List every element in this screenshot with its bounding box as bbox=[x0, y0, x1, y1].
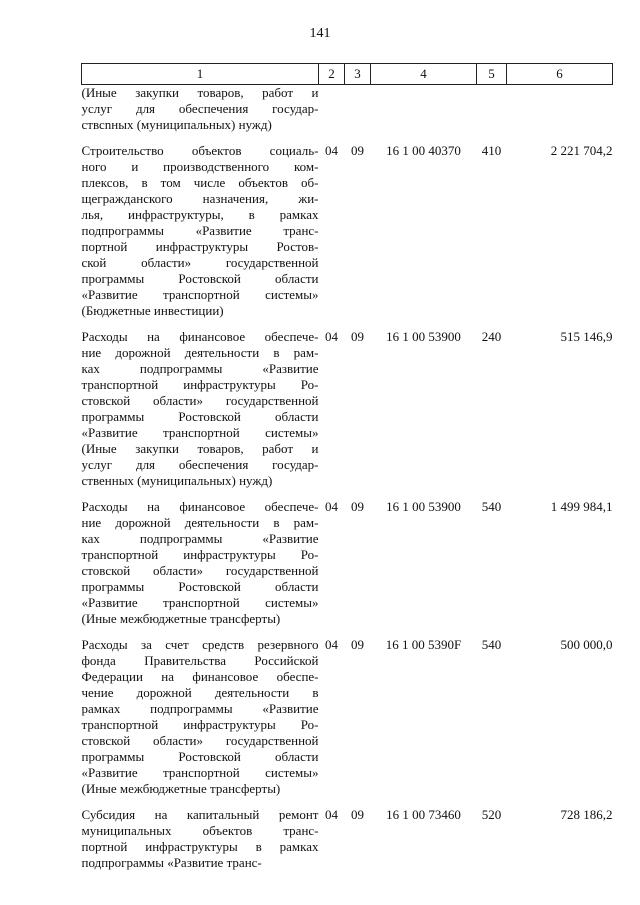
description-line: транспортной инфраструктуры Ро- bbox=[81, 377, 319, 392]
expense-type-code bbox=[477, 85, 507, 134]
description-line: программы Ростовской области bbox=[81, 749, 319, 764]
target-article-code: 16 1 00 53900 bbox=[386, 329, 461, 344]
row-spacer bbox=[82, 627, 613, 637]
row-description bbox=[82, 85, 319, 134]
description-line: услуг для обеспечения государ- bbox=[81, 457, 319, 472]
budget-table bbox=[81, 63, 613, 871]
description-line: портной инфраструктуры Ростов- bbox=[81, 239, 319, 254]
subsection-code: 09 bbox=[351, 499, 364, 514]
description-line: рамках подпрограммы «Развитие bbox=[81, 701, 319, 716]
table-body bbox=[82, 85, 613, 872]
description-line: программы Ростовской области bbox=[81, 271, 319, 286]
row-spacer bbox=[82, 319, 613, 329]
amount-value: 515 146,9 bbox=[560, 329, 613, 344]
section-code bbox=[319, 85, 345, 134]
description-line: щегражданского назначения, жи- bbox=[81, 191, 319, 206]
target-article-code: 16 1 00 53900 bbox=[386, 499, 461, 514]
expense-type-code: 240 bbox=[481, 329, 502, 344]
amount-value bbox=[507, 85, 613, 134]
description-line: подпрограммы «Развитие транс- bbox=[81, 855, 262, 870]
description-line: транспортной инфраструктуры Ро- bbox=[81, 547, 319, 562]
description-line: программы Ростовской области bbox=[81, 409, 319, 424]
description-line: Расходы за счет средств резервного bbox=[81, 637, 319, 652]
description-line: лья, инфраструктуры, в рамках bbox=[81, 207, 319, 222]
description-line: муниципальных объектов транс- bbox=[81, 823, 319, 838]
description-line: ках подпрограммы «Развитие bbox=[81, 531, 319, 546]
expense-type-code: 540 bbox=[481, 499, 502, 514]
amount-value: 728 186,2 bbox=[560, 807, 613, 822]
description-line: ние дорожной деятельности в рам- bbox=[81, 345, 319, 360]
description-line: подпрограммы «Развитие транс- bbox=[81, 223, 319, 238]
description-line: (Иные закупки товаров, работ и bbox=[81, 85, 319, 100]
section-code: 04 bbox=[325, 807, 338, 822]
table-row bbox=[82, 807, 613, 871]
header-col-3: 3 bbox=[345, 64, 371, 85]
table-header-row bbox=[82, 64, 613, 85]
description-line: Субсидия на капитальный ремонт bbox=[81, 807, 319, 822]
description-line: плексов, в том числе объектов об- bbox=[81, 175, 319, 190]
description-line: Расходы на финансовое обеспече- bbox=[81, 329, 319, 344]
header-col-6: 6 bbox=[507, 64, 613, 85]
section-code: 04 bbox=[325, 637, 338, 652]
subsection-code: 09 bbox=[351, 807, 364, 822]
description-line: «Развитие транспортной системы» bbox=[81, 595, 319, 610]
description-line: портной инфраструктуры в рамках bbox=[81, 839, 319, 854]
table-row bbox=[82, 85, 613, 134]
row-description bbox=[82, 499, 319, 627]
subsection-code bbox=[345, 85, 371, 134]
section-code: 04 bbox=[325, 499, 338, 514]
description-line: ного и производственного ком- bbox=[81, 159, 319, 174]
section-code: 04 bbox=[325, 329, 338, 344]
description-line: ние дорожной деятельности в рам- bbox=[81, 515, 319, 530]
description-line: программы Ростовской области bbox=[81, 579, 319, 594]
row-description bbox=[82, 807, 319, 871]
section-code: 04 bbox=[325, 143, 338, 158]
description-line: услуг для обеспечения государ- bbox=[81, 101, 319, 116]
header-col-5: 5 bbox=[477, 64, 507, 85]
description-line: транспортной инфраструктуры Ро- bbox=[81, 717, 319, 732]
description-line: стовской области» государственной bbox=[81, 563, 319, 578]
table-row bbox=[82, 329, 613, 489]
row-description bbox=[82, 329, 319, 489]
expense-type-code: 520 bbox=[481, 807, 502, 822]
table-row bbox=[82, 637, 613, 797]
row-spacer bbox=[82, 797, 613, 807]
description-line: фонда Правительства Российской bbox=[81, 653, 319, 668]
row-description bbox=[82, 143, 319, 319]
amount-value: 2 221 704,2 bbox=[550, 143, 613, 158]
description-line: «Развитие транспортной системы» bbox=[81, 287, 319, 302]
row-spacer bbox=[82, 489, 613, 499]
header-col-1: 1 bbox=[82, 64, 319, 85]
description-line: стовской области» государственной bbox=[81, 393, 319, 408]
row-description bbox=[82, 637, 319, 797]
description-line: ской области» государственной bbox=[81, 255, 319, 270]
page-number: 141 bbox=[309, 26, 331, 41]
description-line: Расходы на финансовое обеспече- bbox=[81, 499, 319, 514]
row-spacer bbox=[82, 133, 613, 143]
subsection-code: 09 bbox=[351, 329, 364, 344]
description-line: «Развитие транспортной системы» bbox=[81, 425, 319, 440]
description-line: ках подпрограммы «Развитие bbox=[81, 361, 319, 376]
description-line: (Бюджетные инвестиции) bbox=[81, 303, 224, 318]
expense-type-code: 410 bbox=[481, 143, 502, 158]
amount-value: 500 000,0 bbox=[560, 637, 613, 652]
subsection-code: 09 bbox=[351, 143, 364, 158]
description-line: (Иные межбюджетные трансферты) bbox=[81, 611, 281, 626]
description-line: Строительство объектов социаль- bbox=[81, 143, 319, 158]
target-article-code: 16 1 00 40370 bbox=[386, 143, 461, 158]
target-article-code: 16 1 00 73460 bbox=[386, 807, 461, 822]
description-line: ствсnных (муниципальных) нужд) bbox=[81, 117, 272, 132]
table-row bbox=[82, 499, 613, 627]
description-line: стовской области» государственной bbox=[81, 733, 319, 748]
description-line: чение дорожной деятельности в bbox=[81, 685, 319, 700]
description-line: Федерации на финансовое обеспе- bbox=[81, 669, 319, 684]
description-line: «Развитие транспортной системы» bbox=[81, 765, 319, 780]
amount-value: 1 499 984,1 bbox=[550, 499, 613, 514]
table-row bbox=[82, 143, 613, 319]
header-col-2: 2 bbox=[319, 64, 345, 85]
description-line: ственных (муниципальных) нужд) bbox=[81, 473, 273, 488]
header-col-4: 4 bbox=[371, 64, 477, 85]
target-article-code: 16 1 00 5390F bbox=[385, 637, 462, 652]
description-line: (Иные закупки товаров, работ и bbox=[81, 441, 319, 456]
target-article-code bbox=[371, 85, 477, 134]
expense-type-code: 540 bbox=[481, 637, 502, 652]
description-line: (Иные межбюджетные трансферты) bbox=[81, 781, 281, 796]
subsection-code: 09 bbox=[351, 637, 364, 652]
